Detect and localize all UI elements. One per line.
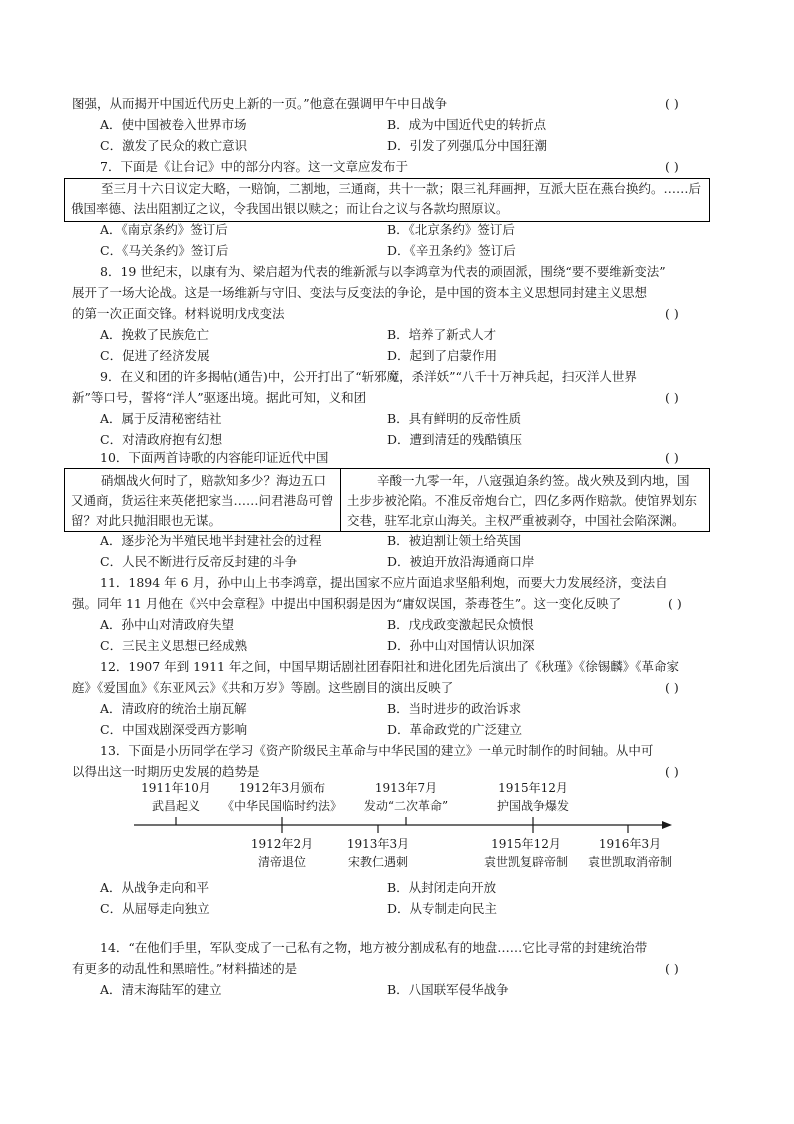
q13-option-d[interactable]: D．从专制走向民主 — [387, 901, 498, 916]
q11-answer-bracket[interactable]: ( ) — [668, 596, 682, 611]
q7-option-a[interactable]: A．《南京条约》签订后 — [100, 222, 228, 237]
q12-option-d[interactable]: D．革命政党的广泛建立 — [387, 722, 523, 737]
q13-stem-line-2: 以得出这一时期历史发展的趋势是 — [72, 764, 260, 779]
q10-option-b[interactable]: B．被迫割让领土给英国 — [387, 533, 522, 548]
timeline-top-date-3: 1913年7月 — [374, 781, 438, 795]
timeline-bottom-event-2: 宋教仁遇刺 — [347, 855, 409, 869]
q11-option-c[interactable]: C．三民主义思想已经成熟 — [100, 638, 248, 653]
q14-option-a[interactable]: A．清末海陆军的建立 — [100, 982, 222, 997]
q9-stem-line-1: 9．在义和团的许多揭帖(通告)中，公开打出了“斩邪魔，杀洋妖”“八千十万神兵起，扫灭洋人世界 — [100, 369, 637, 384]
q11-option-b[interactable]: B．戊戌政变激起民众愤恨 — [387, 617, 534, 632]
timeline-top-event-2: 《中华民国临时约法》 — [221, 799, 343, 813]
q12-stem-line-2: 庭》《爱国血》《东亚风云》《共和万岁》等剧。这些剧目的演出反映了 — [72, 680, 454, 695]
q11-option-a[interactable]: A．孙中山对清政府失望 — [100, 617, 235, 632]
q9-option-d[interactable]: D．遭到清廷的残酷镇压 — [387, 432, 523, 447]
q9-answer-bracket[interactable]: ( ) — [665, 390, 679, 405]
q13-option-b[interactable]: B．从封闭走向开放 — [387, 880, 497, 895]
q14-stem-line-2: 有更多的动乱性和黑暗性。”材料描述的是 — [72, 961, 298, 976]
q7-option-c[interactable]: C．《马关条约》签订后 — [100, 243, 229, 258]
q10-poem-2: 辛酸一九零一年，八寇强迫条约签。战火殃及到内地，国土步步被沦陷。不准反帝炮台亡，四亿多两作赔款。使馆界划东交巷，驻军北京山海关。主权严重被剥夺，中国社会陷深渊。 — [347, 473, 698, 528]
q14-answer-bracket[interactable]: ( ) — [665, 961, 679, 976]
q10-stem: 10．下面两首诗歌的内容能印证近代中国 — [100, 450, 329, 465]
timeline-top-event-1: 武昌起义 — [151, 799, 201, 813]
q10-option-a[interactable]: A．逐步沦为半殖民地半封建社会的过程 — [100, 533, 322, 548]
timeline-arrow-icon — [662, 821, 672, 829]
q8-stem-line-3: 的第一次正面交锋。材料说明戊戌变法 — [72, 306, 285, 321]
q8-answer-bracket[interactable]: ( ) — [665, 306, 679, 321]
timeline-bottom-date-4: 1916年3月 — [598, 837, 662, 851]
q12-option-c[interactable]: C．中国戏剧深受西方影响 — [100, 722, 248, 737]
q12-stem-line-1: 12．1907 年到 1911 年之间，中国早期话剧社团春阳社和进化团先后演出了《秋瑾》《徐锡麟》《革命家 — [100, 659, 679, 674]
q8-option-b[interactable]: B．培养了新式人才 — [387, 327, 497, 342]
q12-option-a[interactable]: A．清政府的统治土崩瓦解 — [100, 701, 247, 716]
q11-option-d[interactable]: D．孙中山对国情认识加深 — [387, 638, 535, 653]
timeline-bottom-event-4: 袁世凯取消帝制 — [587, 855, 673, 869]
timeline-top-date-2: 1912年3月颁布 — [238, 781, 326, 795]
q6-answer-bracket[interactable]: ( ) — [665, 96, 679, 111]
q6-option-a[interactable]: A．使中国被卷入世界市场 — [100, 117, 247, 132]
q6-option-d[interactable]: D．引发了列强瓜分中国狂潮 — [387, 138, 548, 153]
q13-answer-bracket[interactable]: ( ) — [665, 764, 679, 779]
q8-stem-line-1: 8．19 世纪末，以康有为、梁启超为代表的维新派与以李鸿章为代表的顽固派，围绕“要不要维新变法” — [100, 264, 666, 279]
q9-stem-line-2: 新”等口号，誓将“洋人”驱逐出境。据此可知，义和团 — [72, 390, 367, 405]
q10-answer-bracket[interactable]: ( ) — [665, 450, 679, 465]
timeline-bottom-event-3: 袁世凯复辟帝制 — [483, 855, 569, 869]
timeline-bottom-date-3: 1915年12月 — [491, 837, 561, 851]
q9-option-c[interactable]: C．对清政府抱有幻想 — [100, 432, 223, 447]
q9-option-b[interactable]: B．具有鲜明的反帝性质 — [387, 411, 522, 426]
q10-poem-1: 硝烟战火何时了，赔款知多少？海边五口又通商，货运往来英佬把家当……问君港岛可曾留？对此只抛泪眼也无谋。 — [65, 469, 341, 531]
q6-stem: 图强，从而揭开中国近代历史上新的一页。”他意在强调甲午中日战争 — [72, 96, 448, 111]
timeline-bottom-date-2: 1913年3月 — [346, 837, 410, 851]
timeline-top-date-4: 1915年12月 — [498, 781, 568, 795]
q9-option-a[interactable]: A．属于反清秘密结社 — [100, 411, 222, 426]
q11-stem-line-2: 强。同年 11 月他在《兴中会章程》中提出中国积弱是因为“庸奴误国，荼毒苍生”。这一变化反映了 — [72, 596, 622, 611]
timeline-bottom-event-1: 清帝退位 — [257, 855, 307, 869]
q7-quote: 至三月十六日议定大略，一赔饷，二割地，三通商，共十一款；限三礼拜画押，互派大臣在燕台换约。……后俄国率德、法出阻割辽之议，令我国出银以赎之；而让台之议与各款均照原议。 — [71, 181, 702, 216]
q12-option-b[interactable]: B．当时进步的政治诉求 — [387, 701, 522, 716]
timeline-top-date-1: 1911年10月 — [141, 781, 211, 795]
q13-stem-line-1: 13．下面是小历同学在学习《资产阶级民主革命与中华民国的建立》一单元时制作的时间轴。从中可 — [100, 743, 654, 758]
q10-option-c[interactable]: C．人民不断进行反帝反封建的斗争 — [100, 554, 298, 569]
q8-option-c[interactable]: C．促进了经济发展 — [100, 348, 210, 363]
q13-option-c[interactable]: C．从屈辱走向独立 — [100, 901, 210, 916]
q7-quote-box — [64, 178, 710, 222]
q7-option-b[interactable]: B．《北京条约》签订后 — [387, 222, 515, 237]
q7-stem: 7．下面是《让台记》中的部分内容。这一文章应发布于 — [100, 159, 408, 174]
q8-option-d[interactable]: D．起到了启蒙作用 — [387, 348, 498, 363]
timeline-top-event-3: 发动“二次革命” — [363, 799, 449, 813]
q11-stem-line-1: 11．1894 年 6 月，孙中山上书李鸿章，提出国家不应片面追求坚船利炮，而要大力发展经济，变法自 — [100, 575, 668, 590]
q8-stem-line-2: 展开了一场大论战。这是一场维新与守旧、变法与反变法的争论，是中国的资本主义思想同封建主义思想 — [72, 285, 648, 300]
timeline-top-event-4: 护国战争爆发 — [496, 799, 570, 813]
q12-answer-bracket[interactable]: ( ) — [665, 680, 679, 695]
timeline-bottom-date-1: 1912年2月 — [250, 837, 314, 851]
q14-option-b[interactable]: B．八国联军侵华战争 — [387, 982, 509, 997]
q10-option-d[interactable]: D．被迫开放沿海通商口岸 — [387, 554, 535, 569]
q13-option-a[interactable]: A．从战争走向和平 — [100, 880, 210, 895]
q14-stem-line-1: 14．“在他们手里，军队变成了一己私有之物，地方被分割成私有的地盘……它比寻常的封建统治带 — [100, 940, 648, 955]
q6-option-b[interactable]: B．成为中国近代史的转折点 — [387, 117, 547, 132]
q7-option-d[interactable]: D．《辛丑条约》签订后 — [387, 243, 516, 258]
q7-answer-bracket[interactable]: ( ) — [665, 159, 679, 174]
q6-option-c[interactable]: C．激发了民众的救亡意识 — [100, 138, 248, 153]
q10-poem-table — [64, 468, 710, 532]
q8-option-a[interactable]: A．挽救了民族危亡 — [100, 327, 210, 342]
